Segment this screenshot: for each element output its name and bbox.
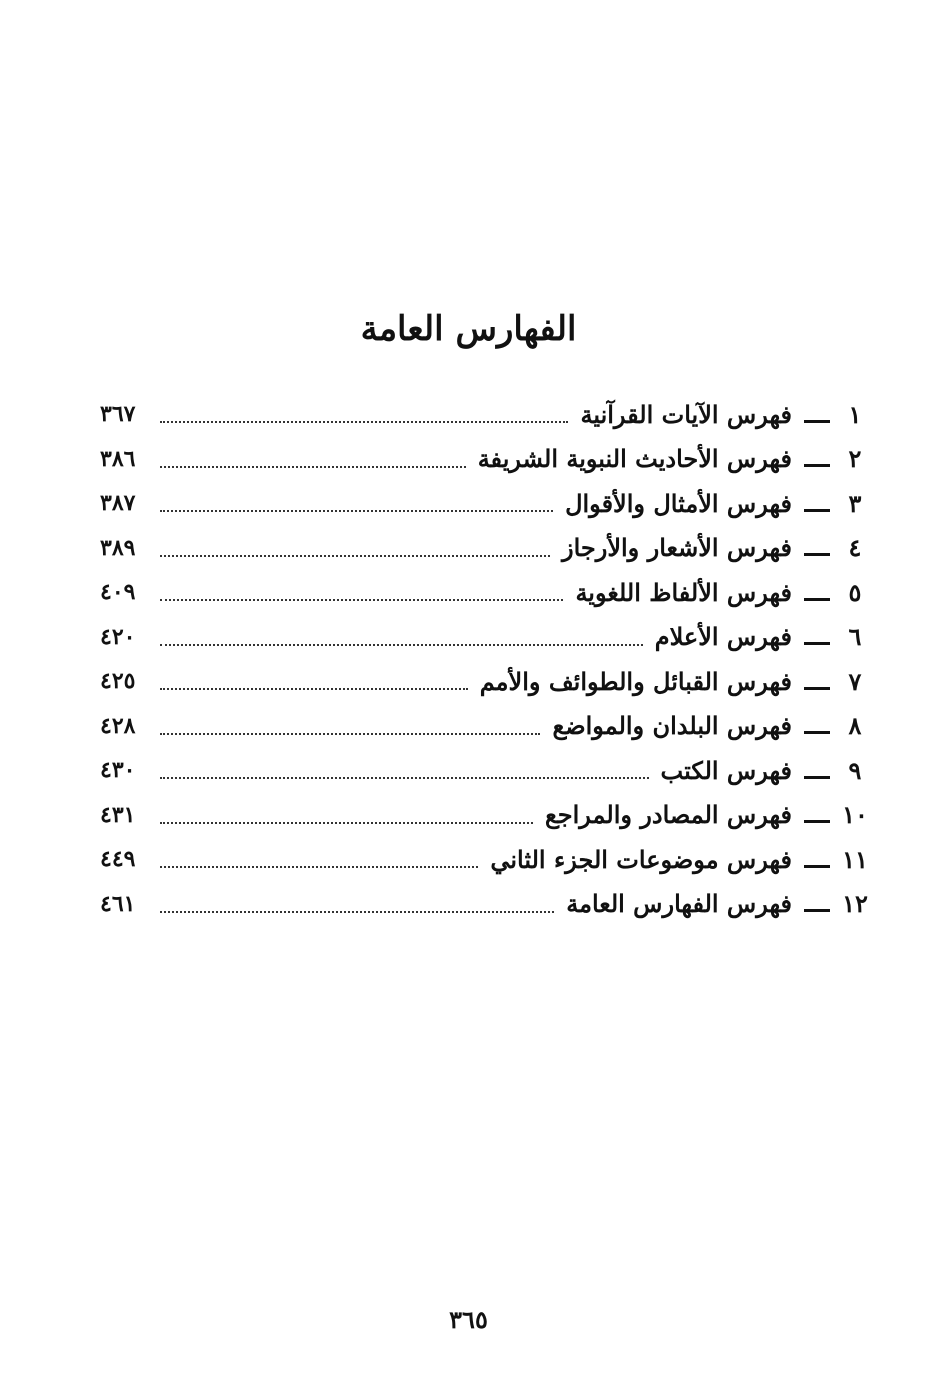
toc-entry-number: ٣ (848, 488, 862, 518)
toc-entry-number: ٩ (848, 755, 862, 785)
toc-entry-label: فهرس الأشعار والأرجاز (561, 533, 792, 563)
toc-entry-label: فهرس الكتب (660, 755, 792, 785)
toc-entry-number: ١ (848, 399, 862, 429)
toc-entry-page: ٤٢٥ (100, 668, 136, 695)
toc-entry (100, 392, 872, 437)
toc-entry-page: ٤٠٩ (100, 579, 136, 606)
toc-dash (804, 865, 830, 868)
toc-entry-label: فهرس موضوعات الجزء الثاني (490, 844, 792, 874)
page-number: ٣٦٥ (449, 1305, 488, 1334)
toc-entry-page: ٤٣١ (100, 801, 136, 828)
toc-dash (804, 420, 830, 423)
toc-dash (804, 509, 830, 512)
toc-entry-label: فهرس الفهارس العامة (566, 889, 792, 919)
toc-entry (100, 437, 872, 482)
toc-entry (100, 882, 872, 927)
toc-dash (804, 553, 830, 556)
toc-leader-dots (160, 866, 478, 868)
toc-leader-dots (160, 510, 553, 512)
toc-leader-dots (160, 733, 540, 735)
toc-entry-number: ١١ (842, 844, 868, 874)
toc-entry-label: فهرس المصادر والمراجع (544, 800, 792, 830)
toc-entry (100, 615, 872, 660)
toc-entry-page: ٣٨٧ (100, 490, 136, 517)
table-of-contents (100, 392, 872, 926)
toc-entry-number: ١٠ (842, 800, 868, 830)
toc-dash (804, 776, 830, 779)
toc-entry (100, 526, 872, 571)
toc-dash (804, 464, 830, 467)
toc-leader-dots (160, 644, 643, 646)
toc-dash (804, 642, 830, 645)
toc-entry-label: فهرس الأحاديث النبوية الشريفة (477, 444, 792, 474)
toc-entry-number: ٢ (848, 444, 862, 474)
toc-entry-page: ٣٨٩ (100, 534, 136, 561)
toc-entry-page: ٣٨٦ (100, 445, 136, 472)
toc-entry (100, 659, 872, 704)
toc-entry (100, 570, 872, 615)
toc-entry-number: ٥ (848, 577, 862, 607)
toc-entry-number: ٨ (848, 711, 862, 741)
toc-entry-page: ٤٣٠ (100, 757, 136, 784)
toc-leader-dots (160, 911, 554, 913)
toc-entry-number: ٧ (848, 666, 862, 696)
page-title: الفهارس العامة (360, 309, 577, 349)
toc-entry-label: فهرس الأمثال والأقوال (565, 488, 792, 518)
toc-entry (100, 704, 872, 749)
toc-dash (804, 687, 830, 690)
toc-leader-dots (160, 599, 563, 601)
toc-entry-label: فهرس القبائل والطوائف والأمم (479, 666, 792, 696)
toc-entry-label: فهرس الألفاظ اللغوية (575, 577, 792, 607)
toc-entry-page: ٣٦٧ (100, 401, 136, 428)
toc-dash (804, 909, 830, 912)
toc-dash (804, 598, 830, 601)
toc-leader-dots (160, 822, 533, 824)
toc-leader-dots (160, 777, 649, 779)
toc-leader-dots (160, 555, 550, 557)
toc-entry-page: ٤٢٠ (100, 623, 136, 650)
toc-dash (804, 731, 830, 734)
toc-leader-dots (160, 421, 568, 423)
toc-entry-page: ٤٤٩ (100, 846, 136, 873)
toc-entry (100, 748, 872, 793)
toc-leader-dots (160, 688, 468, 690)
toc-entry-number: ١٢ (842, 889, 868, 919)
toc-entry-page: ٤٦١ (100, 890, 136, 917)
toc-entry-number: ٦ (848, 622, 862, 652)
toc-entry-page: ٤٢٨ (100, 712, 136, 739)
toc-entry (100, 481, 872, 526)
toc-entry-label: فهرس الأعلام (654, 622, 792, 652)
toc-entry-number: ٤ (848, 533, 862, 563)
toc-entry-label: فهرس الآيات القرآنية (580, 399, 792, 429)
toc-dash (804, 820, 830, 823)
toc-leader-dots (160, 466, 466, 468)
toc-entry (100, 793, 872, 838)
toc-entry-label: فهرس البلدان والمواضع (552, 711, 792, 741)
toc-entry (100, 837, 872, 882)
